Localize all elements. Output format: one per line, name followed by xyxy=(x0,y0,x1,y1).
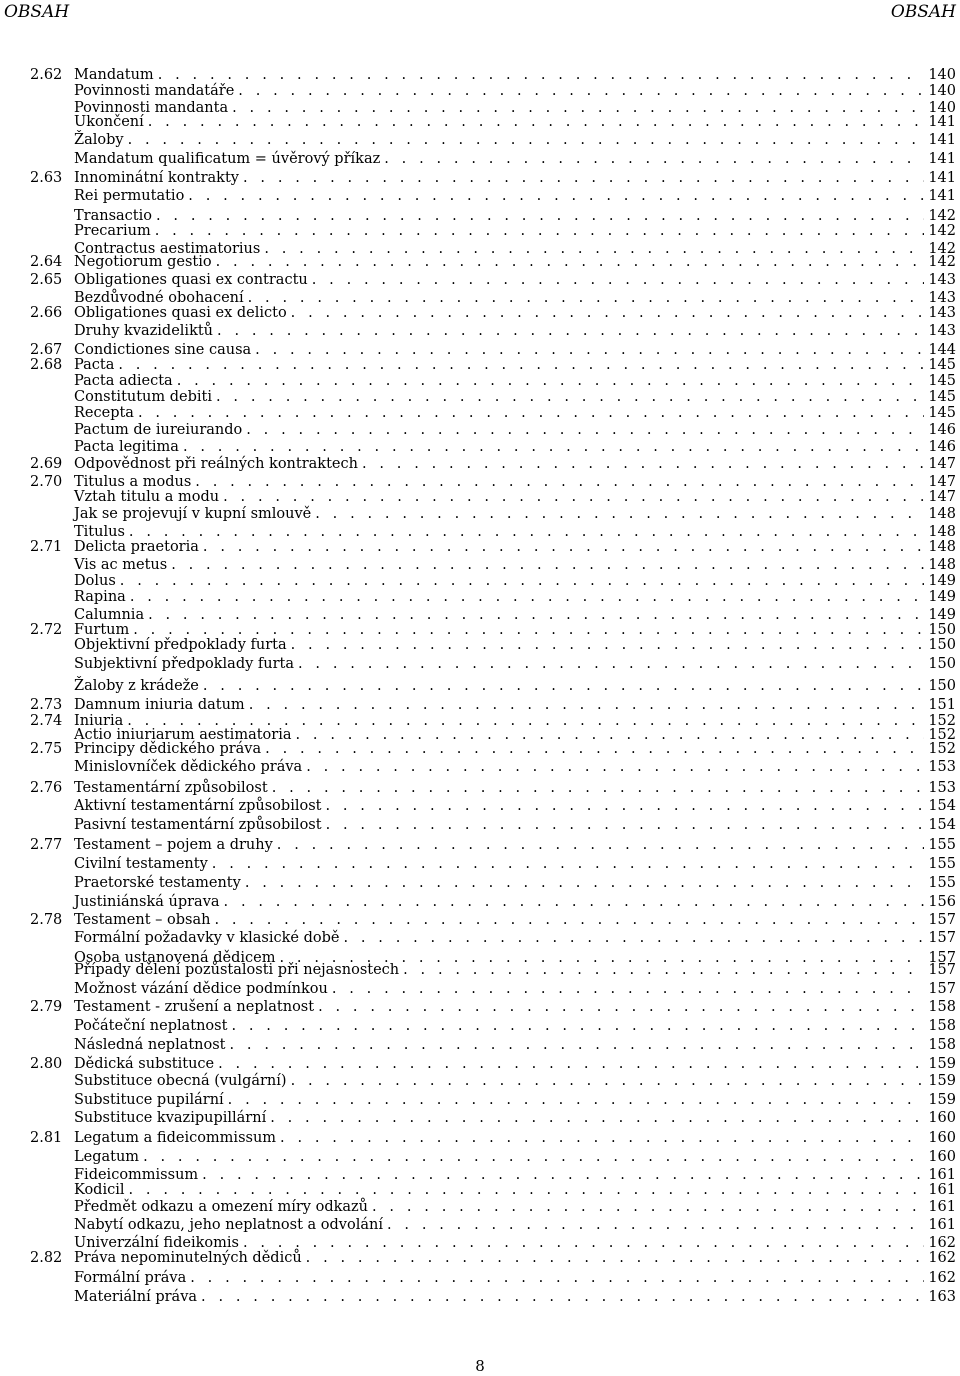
toc-dot-leader xyxy=(312,271,925,289)
toc-page-number: 156 xyxy=(928,894,956,910)
toc-entry-title: Pacta legitima xyxy=(74,439,179,455)
toc-entry-title: Práva nepominutelných dědiců xyxy=(74,1250,302,1266)
toc-dot-leader xyxy=(343,929,924,947)
toc-entry[interactable] xyxy=(30,222,956,240)
toc-entry-title: Testament - zrušení a neplatnost xyxy=(74,999,315,1015)
toc-entry[interactable] xyxy=(30,1288,956,1306)
toc-entry[interactable] xyxy=(30,82,956,100)
toc-section-number: 2.78 xyxy=(30,912,63,928)
toc-page-number: 152 xyxy=(928,741,956,757)
toc-entry[interactable] xyxy=(30,187,956,205)
toc-entry[interactable] xyxy=(30,1129,956,1147)
toc-section-number: 2.70 xyxy=(30,474,63,490)
toc-entry-title: Pacta xyxy=(74,357,115,373)
toc-entry-title: Formální práva xyxy=(74,1270,187,1286)
toc-page-number: 143 xyxy=(928,272,956,288)
page-number: 8 xyxy=(475,1357,485,1375)
toc-entry[interactable] xyxy=(30,421,956,439)
toc-dot-leader xyxy=(315,505,924,523)
toc-page-number: 150 xyxy=(928,678,956,694)
toc-dot-leader xyxy=(298,655,924,673)
toc-entry[interactable] xyxy=(30,1249,956,1267)
toc-dot-leader xyxy=(155,222,925,240)
toc-entry-title: Titulus a modus xyxy=(74,474,192,490)
toc-dot-leader xyxy=(216,253,925,271)
toc-entry[interactable] xyxy=(30,505,956,523)
toc-entry-title: Vis ac metus xyxy=(74,557,168,573)
toc-entry-title: Rapina xyxy=(74,589,126,605)
toc-entry-title: Osoba ustanovená dědicem xyxy=(74,950,276,966)
toc-entry-title: Rei permutatio xyxy=(74,188,185,204)
toc-page-number: 159 xyxy=(928,1073,956,1089)
toc-page-number: 153 xyxy=(928,759,956,775)
toc-page-number: 147 xyxy=(928,456,956,472)
toc-entry-title: Počáteční neplatnost xyxy=(74,1018,228,1034)
toc-dot-leader xyxy=(372,1198,924,1216)
toc-dot-leader xyxy=(362,455,924,473)
toc-page-number: 157 xyxy=(928,930,956,946)
toc-page-number: 147 xyxy=(928,489,956,505)
toc-entry-title: Testamentární způsobilost xyxy=(74,780,268,796)
toc-entry-title: Univerzální fideikomis xyxy=(74,1235,239,1251)
toc-section-number: 2.80 xyxy=(30,1056,63,1072)
toc-entry[interactable] xyxy=(30,438,956,456)
toc-entry[interactable] xyxy=(30,488,956,506)
toc-section-number: 2.65 xyxy=(30,272,63,288)
toc-page-number: 146 xyxy=(928,439,956,455)
toc-dot-leader xyxy=(201,1288,924,1306)
header-right-title: OBSAH xyxy=(890,2,956,22)
toc-entry-title: Minislovníček dědického práva xyxy=(74,759,303,775)
toc-page-number: 161 xyxy=(928,1167,956,1183)
toc-dot-leader xyxy=(332,980,924,998)
toc-entry-title: Následná neplatnost xyxy=(74,1037,226,1053)
toc-dot-leader xyxy=(270,1109,924,1127)
toc-dot-leader xyxy=(230,1036,925,1054)
toc-entry-title: Jak se projevují v kupní smlouvě xyxy=(74,506,312,522)
toc-dot-leader xyxy=(238,82,924,100)
toc-entry-title: Povinnosti mandanta xyxy=(74,100,229,116)
toc-dot-leader xyxy=(291,1072,925,1090)
toc-page-number: 159 xyxy=(928,1092,956,1108)
toc-entry-title: Mandatum qualificatum = úvěrový příkaz xyxy=(74,151,381,167)
toc-dot-leader xyxy=(203,538,924,556)
toc-dot-leader xyxy=(318,998,924,1016)
toc-entry[interactable] xyxy=(30,1181,956,1199)
toc-page-number: 141 xyxy=(928,114,956,130)
toc-page-number: 158 xyxy=(928,1018,956,1034)
toc-page-number: 157 xyxy=(928,962,956,978)
toc-entry-title: Ukončení xyxy=(74,114,144,130)
toc-dot-leader xyxy=(306,1249,925,1267)
toc-page-number: 140 xyxy=(928,83,956,99)
toc-entry-title: Dědická substituce xyxy=(74,1056,215,1072)
toc-dot-leader xyxy=(214,911,924,929)
header-left-title: OBSAH xyxy=(4,2,70,22)
toc-dot-leader xyxy=(228,1091,925,1109)
toc-entry[interactable] xyxy=(30,636,956,654)
toc-section-number: 2.77 xyxy=(30,837,63,853)
toc-entry-title: Damnum iniuria datum xyxy=(74,697,245,713)
toc-page-number: 152 xyxy=(928,713,956,729)
toc-entry[interactable] xyxy=(30,1198,956,1216)
toc-page-number: 161 xyxy=(928,1217,956,1233)
toc-entry[interactable] xyxy=(30,455,956,473)
toc-entry-title: Civilní testamenty xyxy=(74,856,208,872)
toc-entry[interactable] xyxy=(30,740,956,758)
toc-section-number: 2.81 xyxy=(30,1130,63,1146)
toc-entry-title: Principy dědického práva xyxy=(74,741,262,757)
toc-dot-leader xyxy=(143,1148,924,1166)
toc-page-number: 159 xyxy=(928,1056,956,1072)
toc-entry[interactable] xyxy=(30,655,956,673)
toc-entry-title: Druhy kvazideliktů xyxy=(74,323,214,339)
toc-section-number: 2.68 xyxy=(30,357,63,373)
toc-dot-leader xyxy=(224,893,925,911)
toc-section-number: 2.66 xyxy=(30,305,63,321)
toc-entry[interactable] xyxy=(30,929,956,947)
toc-entry[interactable] xyxy=(30,169,956,187)
toc-section-number: 2.76 xyxy=(30,780,63,796)
toc-entry-title: Odpovědnost při reálných kontraktech xyxy=(74,456,358,472)
toc-entry[interactable] xyxy=(30,911,956,929)
toc-page-number: 161 xyxy=(928,1199,956,1215)
toc-entry[interactable] xyxy=(30,797,956,815)
toc-entry[interactable] xyxy=(30,758,956,776)
toc-page-number: 162 xyxy=(928,1250,956,1266)
toc-entry-title: Condictiones sine causa xyxy=(74,342,252,358)
toc-dot-leader xyxy=(130,588,925,606)
toc-page-number: 147 xyxy=(928,474,956,490)
toc-page-number: 142 xyxy=(928,208,956,224)
toc-section-number: 2.62 xyxy=(30,67,63,83)
toc-page-number: 154 xyxy=(928,817,956,833)
toc-page-number: 155 xyxy=(928,856,956,872)
toc-dot-leader xyxy=(212,855,925,873)
toc-page-number: 157 xyxy=(928,950,956,966)
toc-section-number: 2.79 xyxy=(30,999,63,1015)
toc-entry-title: Pacta adiecta xyxy=(74,373,173,389)
toc-entry-title: Praetorské testamenty xyxy=(74,875,241,891)
toc-dot-leader xyxy=(384,150,924,168)
toc-dot-leader xyxy=(277,836,925,854)
toc-page-number: 160 xyxy=(928,1110,956,1126)
toc-dot-leader xyxy=(129,1181,925,1199)
toc-page-number: 140 xyxy=(928,100,956,116)
toc-page-number: 160 xyxy=(928,1149,956,1165)
toc-section-number: 2.64 xyxy=(30,254,63,270)
toc-entry-title: Testament – obsah xyxy=(74,912,211,928)
toc-entry-title: Recepta xyxy=(74,405,134,421)
toc-dot-leader xyxy=(403,961,924,979)
toc-entry-title: Vztah titulu a modu xyxy=(74,489,220,505)
toc-page-number: 145 xyxy=(928,405,956,421)
toc-page-number: 153 xyxy=(928,780,956,796)
toc-entry[interactable] xyxy=(30,998,956,1016)
toc-entry-title: Substituce kvazipupillární xyxy=(74,1110,267,1126)
toc-entry-title: Precarium xyxy=(74,223,151,239)
toc-entry[interactable] xyxy=(30,980,956,998)
toc-entry[interactable] xyxy=(30,1017,956,1035)
toc-page-number: 155 xyxy=(928,837,956,853)
toc-entry[interactable] xyxy=(30,1109,956,1127)
toc-page-number: 141 xyxy=(928,151,956,167)
toc-section-number: 2.75 xyxy=(30,741,63,757)
toc-dot-leader xyxy=(148,113,925,131)
toc-page-number: 149 xyxy=(928,589,956,605)
toc-section-number: 2.67 xyxy=(30,342,63,358)
toc-entry-title: Pasivní testamentární způsobilost xyxy=(74,817,322,833)
toc-dot-leader xyxy=(246,421,924,439)
toc-section-number: 2.73 xyxy=(30,697,63,713)
toc-dot-leader xyxy=(243,169,924,187)
toc-entry-title: Substituce obecná (vulgární) xyxy=(74,1073,287,1089)
toc-section-number: 2.74 xyxy=(30,713,63,729)
toc-dot-leader xyxy=(218,1055,924,1073)
toc-entry-title: Justiniánská úprava xyxy=(74,894,220,910)
toc-entry-title: Možnost vázání dědice podmínkou xyxy=(74,981,328,997)
toc-entry-title: Titulus xyxy=(74,524,125,540)
toc-dot-leader xyxy=(387,1216,924,1234)
toc-entry[interactable] xyxy=(30,538,956,556)
toc-entry-title: Dolus xyxy=(74,573,116,589)
toc-page-number: 141 xyxy=(928,132,956,148)
toc-page-number: 145 xyxy=(928,373,956,389)
toc-entry[interactable] xyxy=(30,961,956,979)
toc-entry-title: Actio iniuriarum aestimatoria xyxy=(74,727,292,743)
toc-page-number: 144 xyxy=(928,342,956,358)
toc-page-number: 146 xyxy=(928,422,956,438)
toc-entry-title: Legatum a fideicommissum xyxy=(74,1130,277,1146)
toc-section-number: 2.69 xyxy=(30,456,63,472)
toc-entry[interactable] xyxy=(30,1216,956,1234)
toc-page-number: 145 xyxy=(928,389,956,405)
toc-page-number: 148 xyxy=(928,557,956,573)
toc-entry-title: Substituce pupilární xyxy=(74,1092,224,1108)
toc-entry[interactable] xyxy=(30,1036,956,1054)
toc-entry-title: Obligationes quasi ex delicto xyxy=(74,305,287,321)
toc-dot-leader xyxy=(203,677,924,695)
toc-page-number: 157 xyxy=(928,981,956,997)
toc-entry-title: Formální požadavky v klasické době xyxy=(74,930,340,946)
toc-entry-title: Legatum xyxy=(74,1149,140,1165)
toc-entry[interactable] xyxy=(30,1269,956,1287)
toc-entry-title: Delicta praetoria xyxy=(74,539,199,555)
toc-entry-title: Předmět odkazu a omezení míry odkazů xyxy=(74,1199,369,1215)
toc-page-number: 143 xyxy=(928,305,956,321)
toc-entry-title: Pactum de iureiurando xyxy=(74,422,243,438)
toc-entry-title: Iniuria xyxy=(74,713,124,729)
toc-dot-leader xyxy=(280,1129,924,1147)
toc-entry-title: Materiální práva xyxy=(74,1289,198,1305)
toc-page-number: 162 xyxy=(928,1270,956,1286)
toc-entry[interactable] xyxy=(30,893,956,911)
toc-entry-title: Povinnosti mandatáře xyxy=(74,83,235,99)
toc-page-number: 161 xyxy=(928,1182,956,1198)
toc-page-number: 158 xyxy=(928,1037,956,1053)
toc-page-number: 151 xyxy=(928,697,956,713)
toc-entry-title: Objektivní předpoklady furta xyxy=(74,637,287,653)
toc-page-number: 148 xyxy=(928,506,956,522)
toc-section-number: 2.63 xyxy=(30,170,63,186)
toc-entry[interactable] xyxy=(30,1148,956,1166)
toc-page-number: 152 xyxy=(928,727,956,743)
toc-entry[interactable] xyxy=(30,1055,956,1073)
toc-entry-title: Calumnia xyxy=(74,607,145,623)
toc-dot-leader xyxy=(138,404,924,422)
toc-page-number: 142 xyxy=(928,223,956,239)
toc-page-number: 141 xyxy=(928,188,956,204)
toc-entry-title: Subjektivní předpoklady furta xyxy=(74,656,295,672)
toc-page-number: 154 xyxy=(928,798,956,814)
toc-entry-title: Žaloby xyxy=(74,132,124,148)
toc-entry[interactable] xyxy=(30,1072,956,1090)
toc-entry[interactable] xyxy=(30,1091,956,1109)
toc-page-number: 150 xyxy=(928,637,956,653)
toc-page-number: 143 xyxy=(928,323,956,339)
toc-page-number: 140 xyxy=(928,67,956,83)
toc-entry[interactable] xyxy=(30,779,956,797)
toc-entry-title: Obligationes quasi ex contractu xyxy=(74,272,308,288)
toc-entry-title: Testament – pojem a druhy xyxy=(74,837,273,853)
toc-entry-title: Žaloby z krádeže xyxy=(74,678,199,694)
toc-entry-title: Mandatum xyxy=(74,67,154,83)
toc-page-number: 148 xyxy=(928,539,956,555)
toc-page-number: 148 xyxy=(928,524,956,540)
toc-entry-title: Případy dělení pozůstalosti při nejasnostech xyxy=(74,962,400,978)
toc-entry[interactable] xyxy=(30,304,956,322)
toc-entry[interactable] xyxy=(30,855,956,873)
toc-entry-title: Negotiorum gestio xyxy=(74,254,212,270)
toc-page-number: 157 xyxy=(928,912,956,928)
toc-dot-leader xyxy=(325,797,924,815)
toc-entry[interactable] xyxy=(30,271,956,289)
toc-dot-leader xyxy=(265,740,924,758)
toc-page-number: 160 xyxy=(928,1130,956,1146)
toc-entry[interactable] xyxy=(30,404,956,422)
toc-page-number: 143 xyxy=(928,290,956,306)
toc-entry-title: Furtum xyxy=(74,622,130,638)
toc-dot-leader xyxy=(272,779,925,797)
toc-entry-title: Contractus aestimatorius xyxy=(74,241,261,257)
toc-entry-title: Kodicil xyxy=(74,1182,125,1198)
toc-page-number: 142 xyxy=(928,241,956,257)
toc-entry-title: Nabytí odkazu, jeho neplatnost a odvolání xyxy=(74,1217,383,1233)
toc-entry-title: Fideicommissum xyxy=(74,1167,199,1183)
toc-section-number: 2.71 xyxy=(30,539,63,555)
toc-section-number: 2.72 xyxy=(30,622,63,638)
toc-entry-title: Bezdůvodné obohacení xyxy=(74,290,244,306)
toc-entry[interactable] xyxy=(30,816,956,834)
toc-entry[interactable] xyxy=(30,874,956,892)
toc-dot-leader xyxy=(326,816,925,834)
toc-page-number: 149 xyxy=(928,573,956,589)
toc-dot-leader xyxy=(223,488,924,506)
toc-page-number: 163 xyxy=(928,1289,956,1305)
toc-entry-title: Transactio xyxy=(74,208,152,224)
toc-dot-leader xyxy=(183,438,924,456)
toc-dot-leader xyxy=(291,304,925,322)
toc-page-number: 141 xyxy=(928,170,956,186)
toc-entry-title: Aktivní testamentární způsobilost xyxy=(74,798,322,814)
toc-page-number: 150 xyxy=(928,622,956,638)
toc-entry[interactable] xyxy=(30,322,956,340)
toc-dot-leader xyxy=(231,1017,924,1035)
toc-dot-leader xyxy=(188,187,924,205)
toc-page-number: 149 xyxy=(928,607,956,623)
toc-page-number: 158 xyxy=(928,999,956,1015)
toc-dot-leader xyxy=(306,758,924,776)
toc-dot-leader xyxy=(291,636,925,654)
toc-dot-leader xyxy=(128,131,925,149)
toc-entry-title: Constitutum debiti xyxy=(74,389,213,405)
toc-page-number: 150 xyxy=(928,656,956,672)
toc-entry[interactable] xyxy=(30,131,956,149)
toc-page-number: 142 xyxy=(928,254,956,270)
toc-section-number: 2.82 xyxy=(30,1250,63,1266)
toc-dot-leader xyxy=(190,1269,924,1287)
toc-dot-leader xyxy=(245,874,924,892)
toc-entry[interactable] xyxy=(30,677,956,695)
toc-entry[interactable] xyxy=(30,588,956,606)
toc-entry[interactable] xyxy=(30,113,956,131)
toc-entry[interactable] xyxy=(30,836,956,854)
toc-dot-leader xyxy=(217,322,924,340)
toc-page-number: 155 xyxy=(928,875,956,891)
toc-page-number: 145 xyxy=(928,357,956,373)
toc-entry-title: Innominátní kontrakty xyxy=(74,170,239,186)
toc-entry[interactable] xyxy=(30,150,956,168)
toc-entry[interactable] xyxy=(30,253,956,271)
toc-page-number: 162 xyxy=(928,1235,956,1251)
